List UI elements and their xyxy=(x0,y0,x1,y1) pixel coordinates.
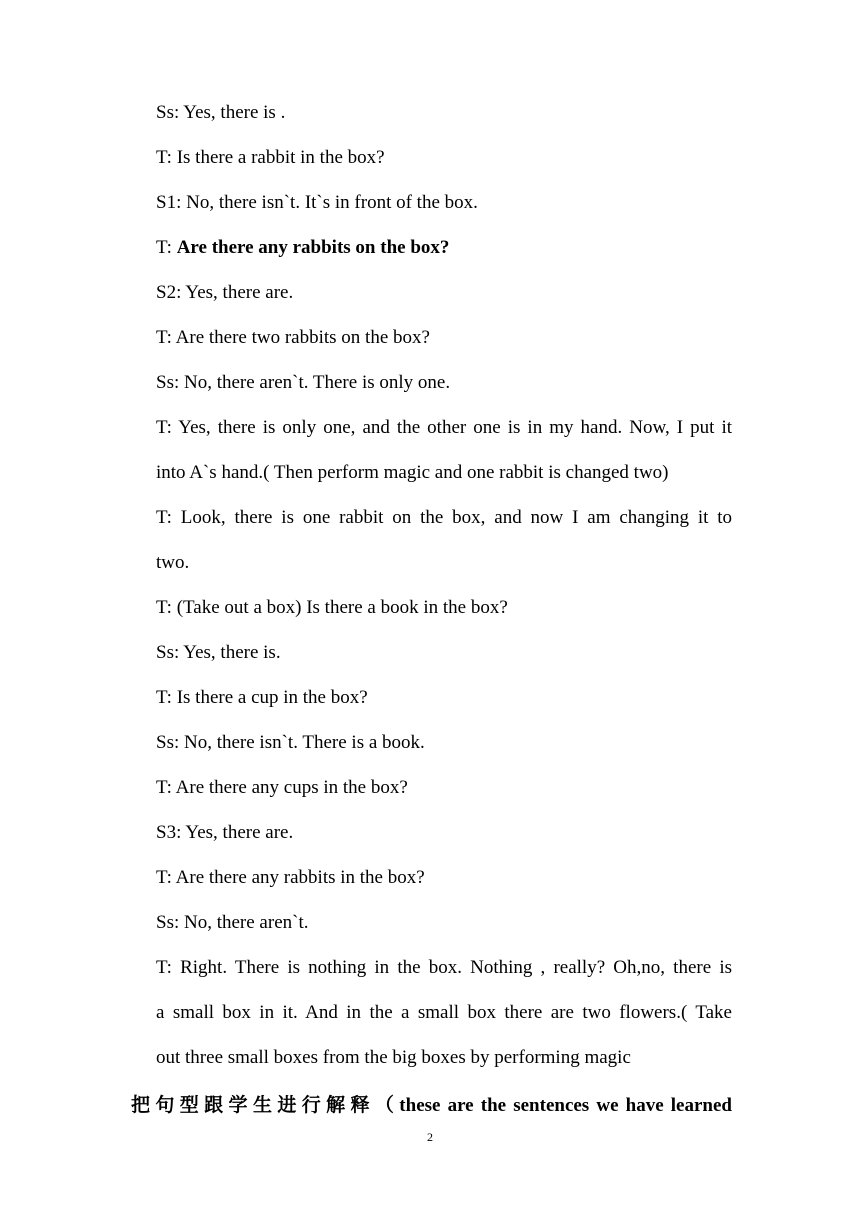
explanation-line xyxy=(131,1093,732,1118)
dialogue-line: T: Right. There is nothing in the box. Nothing , really? Oh,no, there is xyxy=(156,957,732,978)
dialogue-line: Ss: Yes, there is . xyxy=(156,102,286,123)
dialogue-line: T: Are there two rabbits on the box? xyxy=(156,327,430,348)
dialogue-line: Ss: Yes, there is. xyxy=(156,642,281,663)
dialogue-line: Ss: No, there aren`t. There is only one. xyxy=(156,372,451,393)
page-number: 2 xyxy=(427,1130,433,1144)
dialogue-line: T: Look, there is one rabbit on the box, and now I am changing it to xyxy=(156,507,732,528)
dialogue-line: Ss: No, there aren`t. xyxy=(156,912,309,933)
dialogue-line: T: Are there any cups in the box? xyxy=(156,777,408,798)
dialogue-line: T: (Take out a box) Is there a book in the box? xyxy=(156,597,508,618)
dialogue-line: T: Is there a rabbit in the box? xyxy=(156,147,385,168)
dialogue-line: S2: Yes, there are. xyxy=(156,282,294,303)
dialogue-line: T: Is there a cup in the box? xyxy=(156,687,368,708)
speaker-prefix: T: xyxy=(156,237,177,258)
chinese-text: 把句型跟学生进行解释（ xyxy=(131,1094,400,1116)
dialogue-line: S1: No, there isn`t. It`s in front of the box. xyxy=(156,192,478,213)
dialogue-line: Ss: No, there isn`t. There is a book. xyxy=(156,732,425,753)
dialogue-line xyxy=(156,236,732,260)
dialogue-line: T: Are there any rabbits in the box? xyxy=(156,867,425,888)
dialogue-line: out three small boxes from the big boxes by performing magic xyxy=(156,1047,631,1068)
dialogue-line: T: Yes, there is only one, and the other one is in my hand. Now, I put it xyxy=(156,417,732,438)
bold-english-text: these are the sentences we have learned xyxy=(399,1095,732,1116)
dialogue-line: into A`s hand.( Then perform magic and one rabbit is changed two) xyxy=(156,462,669,483)
dialogue-line: a small box in it. And in the a small box there are two flowers.( Take xyxy=(156,1002,732,1023)
dialogue-line: two. xyxy=(156,552,190,573)
dialogue-line: S3: Yes, there are. xyxy=(156,822,294,843)
bold-question: Are there any rabbits on the box? xyxy=(176,237,450,258)
